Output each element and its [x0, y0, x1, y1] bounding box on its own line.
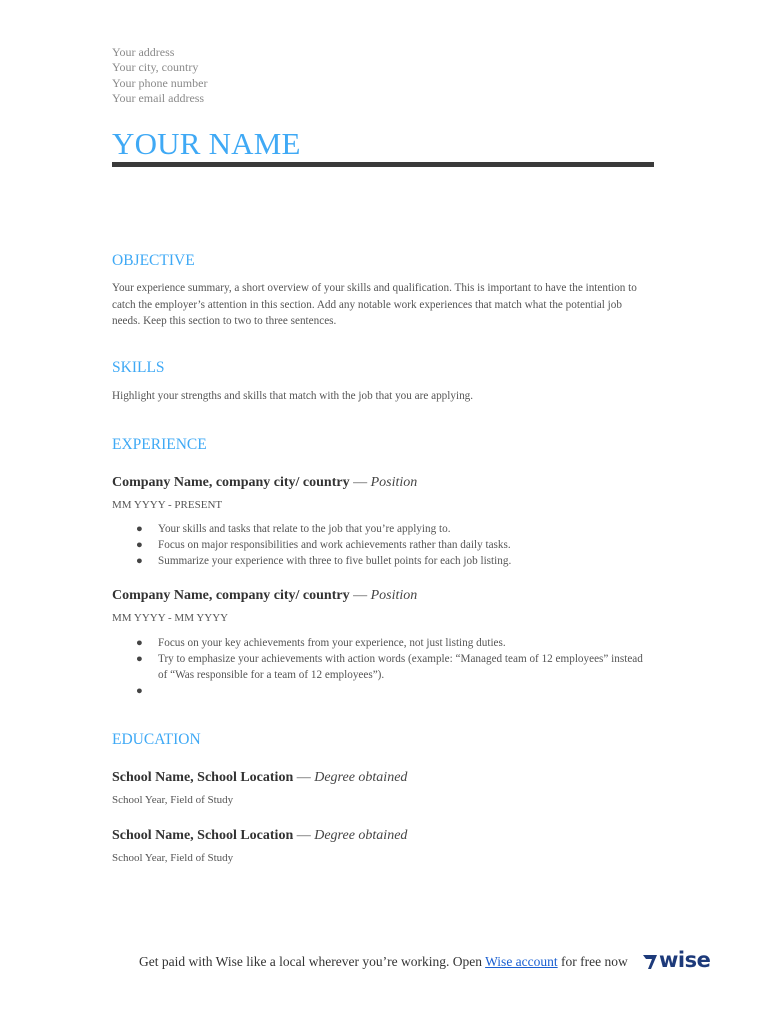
- school-name: School Name, School Location: [112, 770, 294, 785]
- job-dash: —: [349, 475, 371, 490]
- job-company: Company Name, company city/ country: [112, 475, 350, 490]
- list-item: ● Focus on your key achievements from your experience, not just listing duties.: [136, 637, 506, 649]
- bullet-icon: ●: [136, 685, 143, 697]
- footer-text-after: for free now: [557, 954, 628, 969]
- job-dates: MM YYYY - MM YYYY: [112, 612, 229, 624]
- job-dates: MM YYYY - PRESENT: [112, 499, 223, 511]
- job-dash: —: [349, 588, 371, 603]
- bullet-icon: ●: [136, 555, 143, 567]
- school-title: [112, 828, 407, 844]
- list-item: ● Summarize your experience with three to five bullet points for each job listing.: [136, 555, 512, 567]
- school-name: School Name, School Location: [112, 828, 294, 843]
- job-company: Company Name, company city/ country: [112, 588, 350, 603]
- job-position: Position: [370, 588, 418, 603]
- bullet-icon: ●: [136, 523, 143, 535]
- school-dash: —: [293, 828, 315, 843]
- school-details: School Year, Field of Study: [112, 794, 234, 806]
- contact-phone: Your phone number: [112, 75, 208, 90]
- contact-city: Your city, country: [112, 60, 199, 75]
- contact-email: Your email address: [112, 90, 205, 105]
- school-degree: Degree obtained: [314, 770, 408, 785]
- school-degree: Degree obtained: [314, 828, 408, 843]
- wise-flag-icon: [642, 952, 658, 970]
- contact-block: [112, 45, 207, 106]
- job-position: Position: [370, 475, 418, 490]
- job-bullets: [112, 635, 654, 704]
- experience-heading: EXPERIENCE: [112, 436, 207, 453]
- school-details: School Year, Field of Study: [112, 852, 234, 864]
- skills-text: Highlight your strengths and skills that match with the job that you are applying.: [112, 390, 474, 402]
- job-title: [112, 475, 417, 491]
- list-item: ● Focus on major responsibilities and work achievements rather than daily tasks.: [136, 539, 511, 551]
- wise-logo-text: wise: [659, 948, 711, 972]
- job-title: [112, 588, 417, 604]
- bullet-icon: ●: [136, 637, 143, 649]
- objective-text: Your experience summary, a short overview of your skills and qualification. This is important to have the intention to catch the employer’s attention in this section. Add any notable work experiences that match what the potential job needs. Keep this section to two to three sentences.: [112, 282, 637, 327]
- school-title: [112, 770, 407, 786]
- objective-heading: OBJECTIVE: [112, 252, 195, 269]
- job-bullets: [112, 521, 654, 569]
- list-item: ● Your skills and tasks that relate to the job that you’re applying to.: [136, 523, 451, 535]
- wise-logo[interactable]: [642, 950, 714, 974]
- name-divider: [112, 162, 654, 167]
- list-item: ● Try to emphasize your achievements with action words (example: “Managed team of 12 employees” instead of “Was responsible for a team of 12 employees”).: [136, 653, 643, 681]
- contact-address: Your address: [112, 45, 175, 59]
- resume-name: YOUR NAME: [112, 126, 301, 161]
- education-heading: EDUCATION: [112, 731, 201, 748]
- school-dash: —: [293, 770, 315, 785]
- bullet-icon: ●: [136, 539, 143, 551]
- bullet-icon: ●: [136, 653, 143, 665]
- footer-promo: [139, 954, 628, 970]
- skills-heading: SKILLS: [112, 359, 165, 376]
- footer-text-before: Get paid with Wise like a local wherever you’re working. Open: [139, 954, 486, 969]
- wise-account-link[interactable]: Wise account: [485, 954, 558, 969]
- list-item: [112, 683, 654, 704]
